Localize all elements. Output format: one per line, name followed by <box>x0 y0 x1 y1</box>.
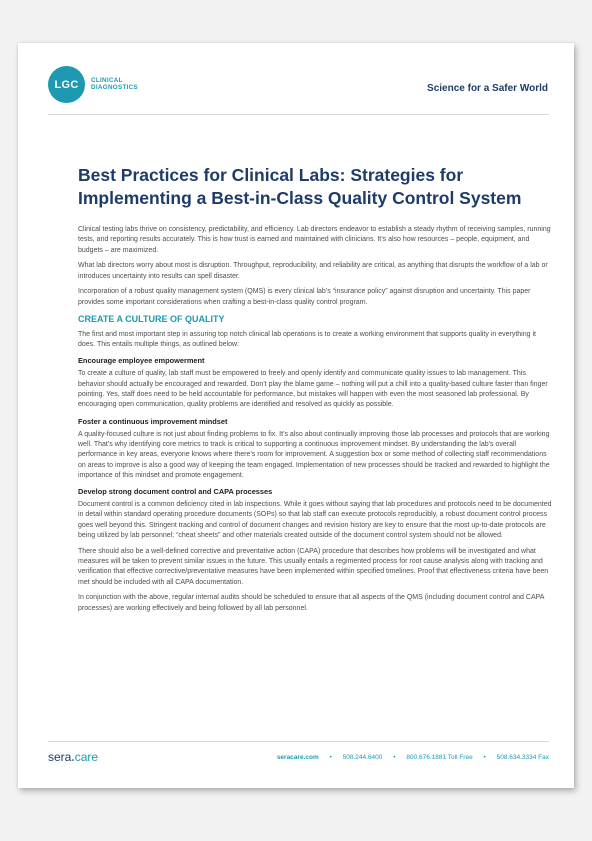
subheading-continuous-improvement: Foster a continuous improvement mindset <box>78 416 228 426</box>
page-footer <box>48 749 549 769</box>
logo-line-diagnostics: DIAGNOSTICS <box>91 84 139 92</box>
header-divider <box>48 114 549 115</box>
logo-line-clinical: CLINICAL <box>91 77 123 84</box>
separator-dot: • <box>483 754 486 761</box>
title-line-1: Best Practices for Clinical Labs: Strategies for <box>78 165 464 185</box>
section-intro: The first and most important step in assuring top notch clinical lab operations is to create a working environment that supports quality in everything it does. This entails multiple things, as outlined below: <box>78 330 536 349</box>
fax-number: 508.634.3334 Fax <box>496 754 549 761</box>
seracare-logo <box>48 750 98 764</box>
continuous-improvement-paragraph: A quality-focused culture is not just about finding problems to fix. It’s also about continually improving those lab processes and protocols that are working well. That’s why identifying core metrics to track is critical to supporting a continuous improvement mindset. By understanding the lab’s overall performance in key areas, everyone knows where there’s room for improvement. A suggestion box or some method of collecting staff recommendations on areas to improve is also a good way of keeping the team engaged. Implementation of new processes should be tracked and rewarded to highlight the importance of this mindset and promote engagement. <box>78 430 550 479</box>
subheading-empowerment: Encourage employee empowerment <box>78 356 205 366</box>
document-page <box>18 43 574 788</box>
audits-paragraph: In conjunction with the above, regular internal audits should be scheduled to ensure that all aspects of the QMS (including document control and CAPA processes) are working effectively and being followed by all lab personnel. <box>78 594 545 612</box>
toll-free-number: 800.676.1881 Toll Free <box>406 754 473 761</box>
header-tagline: Science for a Safer World <box>427 83 548 94</box>
document-control-paragraph: Document control is a common deficiency cited in lab inspections. While it goes without saying that lab procedures and protocols need to be documented in detail within standard operating procedure documents (SOPs) so that lab staff can execute protocols reproducibly, a robust document control process goes well beyond this. Stringent tracking and control of document changes and revision history are key to ensure that the most up-to-date protocols are being utilized by lab personnel; “cheat sheets” and other materials created outside of the document control system should not be allowed. <box>78 501 552 540</box>
title-line-2: Implementing a Best-in-Class Quality Control System <box>78 188 522 208</box>
footer-divider <box>48 741 549 742</box>
section-heading: CREATE A CULTURE OF QUALITY <box>78 313 225 324</box>
phone-number: 508.244.6400 <box>342 754 383 761</box>
website-link[interactable]: seracare.com <box>276 754 319 761</box>
footer-contacts <box>277 754 549 761</box>
intro-paragraph-2: What lab directors worry about most is disruption. Throughput, reproducibility, and reliability are critical, as anything that disrupts the workflow of a lab or introduces uncertainty into results can spell disaster. <box>78 262 548 280</box>
intro-paragraph-1: Clinical testing labs thrive on consistency, predictability, and efficiency. Lab directors endeavor to establish a steady rhythm of receiving samples, running tests, and reporting results accurately. This is how trust is earned and maintained with clinicians. It’s also how resources – people, equipment, and budgets – are maximized. <box>78 226 551 254</box>
logo-dot: . <box>71 750 75 764</box>
subheading-document-control: Develop strong document control and CAPA processes <box>78 487 273 497</box>
page-header <box>48 66 548 106</box>
logo-care: care <box>74 750 99 764</box>
logo-sera: sera <box>48 750 72 764</box>
intro-paragraph-3: Incorporation of a robust quality management system (QMS) is every clinical lab’s “insurance policy” against disruption and uncertainty. This paper provides some important considerations when crafting a best-in-class quality control program. <box>78 288 531 306</box>
document-body <box>78 225 554 619</box>
empowerment-paragraph: To create a culture of quality, lab staff must be empowered to freely and openly identify and communicate quality issues to lab management. This behavior should actually be encouraged and rewarded. Don’t play the blame game – nothing will put a chill into a quality-based culture faster than finger pointing. Yes, staff does need to be held accountable for performance, but mistakes will happen with even the most seasoned lab professional. By encouraging open communication, quality problems are identified and resolved as quickly as possible. <box>78 370 548 409</box>
document-title <box>78 164 538 210</box>
separator-dot: • <box>329 754 332 761</box>
logo-wordmark <box>91 77 138 92</box>
capa-paragraph: There should also be a well-defined corrective and preventative action (CAPA) procedure that describes how problems will be investigated and what measures will be taken to prevent similar issues in the future. This usually entails a regimented process for root cause analysis along with tracking and verification that effective corrective/preventative measures have been implemented within specified timelines. Proof that effectiveness criteria have been met should be included with all CAPA documentation. <box>78 547 549 586</box>
lgc-logo: LGC <box>48 66 85 103</box>
separator-dot: • <box>393 754 396 761</box>
